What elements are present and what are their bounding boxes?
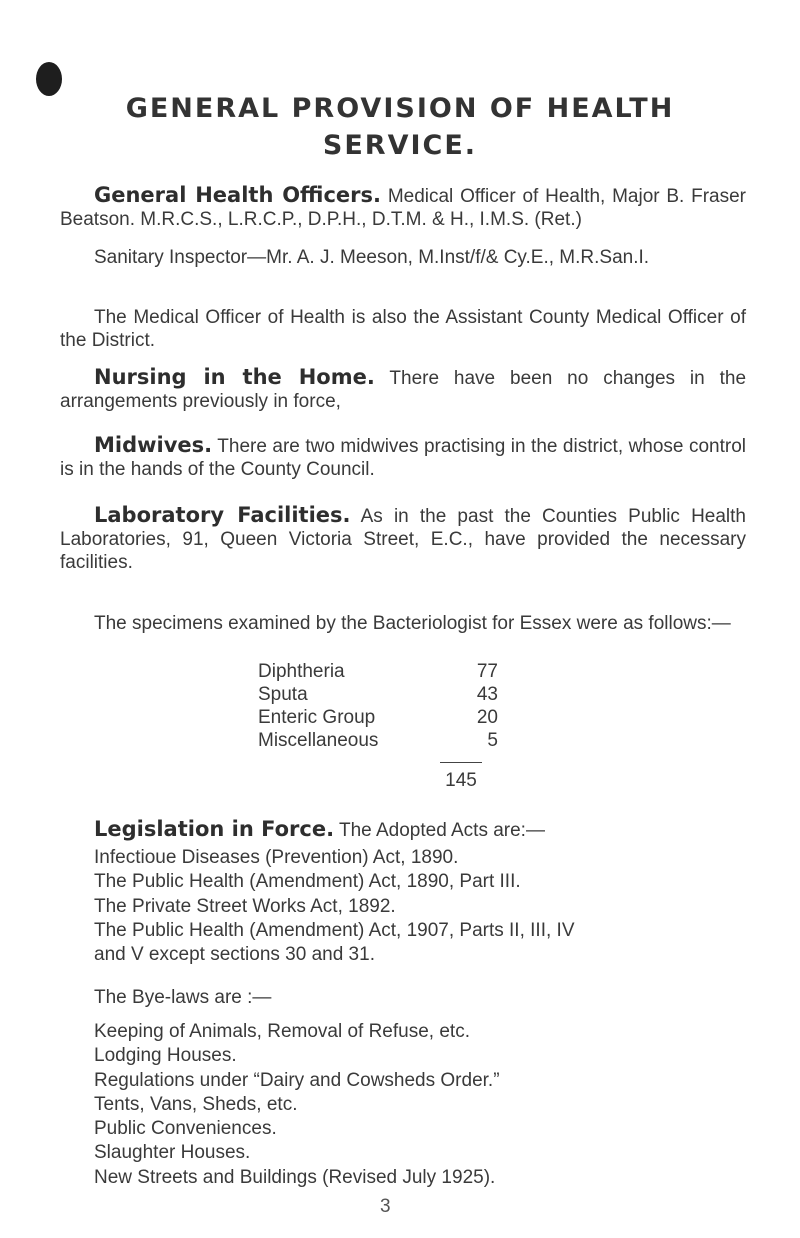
list-item: Regulations under “Dairy and Cowsheds Order.”	[94, 1069, 500, 1091]
laboratory-heading: Laboratory Facilities.	[94, 503, 351, 527]
general-health-paragraph	[60, 184, 746, 231]
legislation-text: The Adopted Acts are:—	[339, 820, 545, 841]
general-health-heading: General Health Officers.	[94, 183, 382, 207]
table-row	[258, 706, 506, 729]
legislation-paragraph	[60, 818, 746, 842]
total-rule	[440, 762, 482, 763]
specimen-name: Enteric Group	[258, 707, 376, 728]
laboratory-paragraph	[60, 504, 746, 574]
list-item: Lodging Houses.	[94, 1045, 237, 1067]
table-row	[258, 660, 506, 683]
specimen-name: Diphtheria	[258, 661, 345, 682]
table-row	[258, 683, 506, 706]
list-item: Slaughter Houses.	[94, 1142, 251, 1164]
list-item: Tents, Vans, Sheds, etc.	[94, 1093, 298, 1115]
nursing-heading: Nursing in the Home.	[94, 365, 375, 389]
ink-blot	[36, 62, 62, 96]
list-item: Public Conveniences.	[94, 1118, 277, 1140]
list-item: Keeping of Animals, Removal of Refuse, etc.	[94, 1021, 470, 1042]
specimen-count: 5	[487, 730, 498, 751]
byelaws-intro: The Bye-laws are :—	[94, 987, 272, 1008]
sanitary-inspector-paragraph: Sanitary Inspector—Mr. A. J. Meeson, M.Inst/f/& Cy.E., M.R.San.I.	[94, 247, 650, 268]
list-item: The Public Health (Amendment) Act, 1890, Part III.	[94, 871, 521, 893]
specimens-table	[258, 660, 506, 752]
nursing-text: There have been no changes in the arrangements previously in force,	[60, 368, 747, 412]
list-item: The Private Street Works Act, 1892.	[94, 895, 396, 917]
list-item: New Streets and Buildings (Revised July 1925).	[94, 1166, 496, 1188]
general-health-text: Medical Officer of Health, Major B. Fraser Beatson. M.R.C.S., L.R.C.P., D.P.H., D.T.M. & H., I.M.S. (Ret.)	[60, 186, 747, 230]
specimen-name: Sputa	[258, 684, 308, 705]
midwives-paragraph	[60, 434, 746, 481]
table-row	[258, 729, 506, 752]
page-title-continued: SERVICE.	[322, 130, 478, 161]
specimen-count: 20	[476, 707, 498, 728]
page-number: 3	[380, 1196, 391, 1217]
list-item: Infectioue Diseases (Prevention) Act, 1890.	[94, 847, 459, 868]
midwives-text: There are two midwives practising in the district, whose control is in the hands of the County Council.	[60, 436, 747, 480]
specimen-count: 77	[476, 661, 498, 682]
adopted-acts-list	[94, 846, 764, 967]
legislation-heading: Legislation in Force.	[94, 817, 335, 841]
midwives-heading: Midwives.	[94, 433, 213, 457]
nursing-paragraph	[60, 366, 746, 413]
page-title: GENERAL PROVISION OF HEALTH	[125, 93, 675, 124]
specimen-count: 43	[476, 684, 498, 705]
assistant-officer-paragraph: The Medical Officer of Health is also the Assistant County Medical Officer of the District.	[60, 307, 746, 351]
specimens-total: 145	[445, 770, 477, 791]
list-item: and V except sections 30 and 31.	[94, 944, 375, 966]
list-item: The Public Health (Amendment) Act, 1907, Parts II, III, IV	[94, 919, 575, 941]
specimen-name: Miscellaneous	[258, 730, 379, 751]
byelaws-list	[94, 1020, 764, 1190]
laboratory-text: As in the past the Counties Public Health Laboratories, 91, Queen Victoria Street, E.C., have provided the necessary facilities.	[60, 506, 746, 573]
specimens-intro: The specimens examined by the Bacteriologist for Essex were as follows:—	[94, 613, 731, 634]
